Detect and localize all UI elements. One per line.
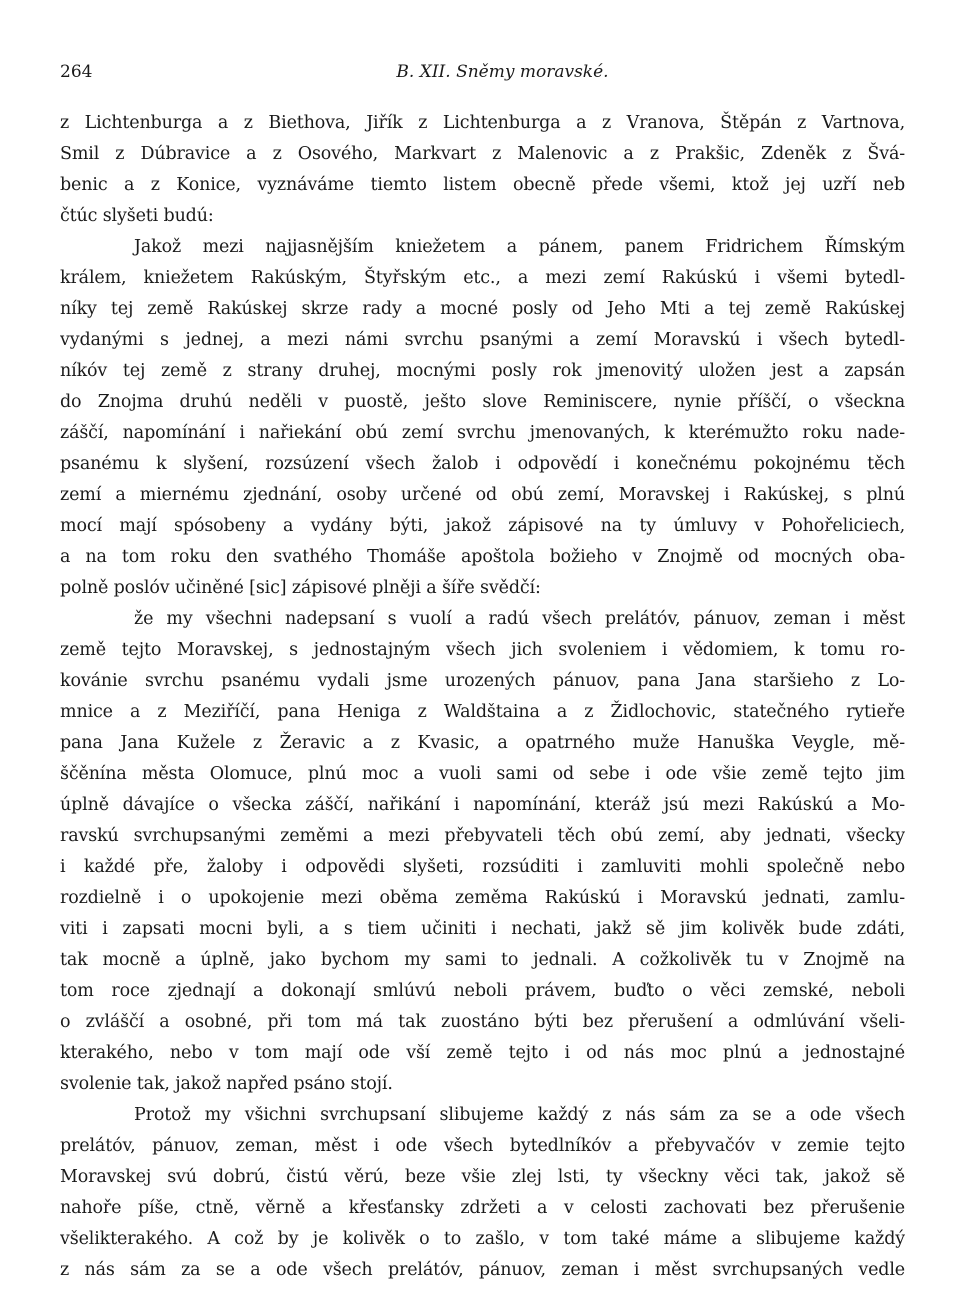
- page-header: [60, 62, 905, 86]
- running-head: B. XII. Sněmy moravské.: [396, 62, 609, 82]
- text-line: o zvláščí a osobné, při tom má tak zuostáno býti bez přerušení a odmlúvání všeli-: [60, 1012, 905, 1032]
- text-line: svolenie tak, jakož napřed psáno stojí.: [60, 1074, 393, 1094]
- text-line: psanému k slyšení, rozsúzení všech žalob i odpovědí i konečnému pokojnému těch: [60, 454, 905, 474]
- text-line: králem, kniežetem Rakúským, Štyřským etc., a mezi zemí Rakúskú i všemi bytedl-: [60, 268, 905, 288]
- body-text: [60, 108, 905, 1286]
- text-line: i každé pře, žaloby i odpovědi slyšeti, rozsúditi i zamluviti mohli společně nebo: [60, 857, 905, 877]
- text-line: Jakož mezi najjasnějším kniežetem a pánem, panem Fridrichem Římským: [134, 237, 905, 257]
- text-line: že my všechni nadepsaní s vuolí a radú všech prelátóv, pánuov, zeman i měst: [134, 609, 905, 629]
- text-line: kovánie svrchu psanému vydali jsme urozených pánuov, pana Jana staršieho z Lo-: [60, 671, 905, 691]
- text-line: mocí mají spósobeny a vydány býti, jakož zápisové na ty úmluvy v Pohořeliciech,: [60, 516, 905, 536]
- text-line: úplně dávajíce o všecka záščí, nařikání i napomínání, kteráž jsú mezi Rakúskú a Mo-: [60, 795, 905, 815]
- text-line: tom roce zjednají a dokonají smlúvú neboli právem, buďto o věci zemské, neboli: [60, 981, 905, 1001]
- text-line: benic a z Konice, vyznáváme tiemto listem obecně přede všemi, ktož jej uzří neb: [60, 175, 905, 195]
- text-line: níky tej země Rakúskej skrze rady a mocné posly od Jeho Mti a tej země Rakúskej: [60, 299, 905, 319]
- text-line: nahoře píše, ctně, věrně a křesťansky zdržeti a v celosti zachovati bez přerušenie: [60, 1198, 905, 1218]
- text-line: prelátóv, pánuov, zeman, měst i ode všech bytedlníkóv a přebyvačóv v zemie tejto: [60, 1136, 905, 1156]
- text-line: z Lichtenburga a z Biethova, Jiřík z Lichtenburga a z Vranova, Štěpán z Vartnova,: [60, 113, 905, 133]
- text-line: záščí, napomínání i nařiekání obú zemí svrchu jmenovaných, k kterémužto roku nade-: [60, 423, 905, 443]
- text-line: do Znojma druhú neděli v puostě, ješto slove Reminiscere, nynie příščí, o všeckna: [60, 392, 905, 412]
- text-line: tak mocně a úplně, jako bychom my sami to jednali. A cožkolivěk tu v Znojmě na: [60, 950, 905, 970]
- text-line: ravskú svrchupsanými zeměmi a mezi přebyvateli těch obú zemí, aby jednati, všecky: [60, 826, 905, 846]
- text-line: Moravskej svú dobrú, čistú věrú, beze všie zlej lsti, ty všeckny věci tak, jakož sě: [60, 1167, 905, 1187]
- text-line: Smil z Dúbravice a z Osového, Markvart z Malenovic a z Prakšic, Zdeněk z Švá-: [60, 144, 905, 164]
- text-line: a na tom roku den svathého Thomáše apoštola božieho v Znojmě od mocných oba-: [60, 547, 905, 567]
- page-number: 264: [60, 62, 93, 82]
- text-line: vydanými s jednej, a mezi námi svrchu psanými a zemí Moravskú i všech bytedl-: [60, 330, 905, 350]
- text-line: pana Jana Kužele z Žeravic a z Kvasic, a opatrného muže Hanuška Veygle, mě-: [60, 733, 905, 753]
- text-line: viti i zapsati mocni byli, a s tiem učiniti i nechati, jakž sě jim kolivěk bude zdáti,: [60, 919, 905, 939]
- text-line: země tejto Moravskej, s jednostajným všech jich svoleniem i vědomiem, k tomu ro-: [60, 640, 905, 660]
- text-line: čtúc slyšeti budú:: [60, 206, 214, 226]
- text-line: rozdielně i o upokojenie mezi oběma zeměma Rakúskú i Moravskú jednati, zamlu-: [60, 888, 905, 908]
- text-line: Protož my všichni svrchupsaní slibujeme každý z nás sám za se a ode všech: [134, 1105, 905, 1125]
- text-line: z nás sám za se a ode všech prelátóv, pánuov, zeman i měst svrchupsaných vedle: [60, 1260, 905, 1280]
- text-line: kterakého, nebo v tom mají ode vší země tejto i od nás moc plnú a jednostajné: [60, 1043, 905, 1063]
- text-line: všelikterakého. A což by je kolivěk o to zašlo, v tom také máme a slibujeme každý: [60, 1229, 905, 1249]
- text-line: ščěnína města Olomuce, plnú moc a vuoli sami od sebe i ode všie země tejto jim: [60, 764, 905, 784]
- text-line: zemí a miernému zjednání, osoby určené od obú zemí, Moravskej i Rakúskej, s plnú: [60, 485, 905, 505]
- text-line: mnice a z Meziříčí, pana Heniga z Waldštaina a z Židlochovic, statečného rytieře: [60, 702, 905, 722]
- text-line: níkóv tej země z strany druhej, mocnými posly rok jmenovitý uložen jest a zapsán: [60, 361, 905, 381]
- text-line: polně poslóv učiněné [sic] zápisové plněji a šíře svědčí:: [60, 578, 541, 598]
